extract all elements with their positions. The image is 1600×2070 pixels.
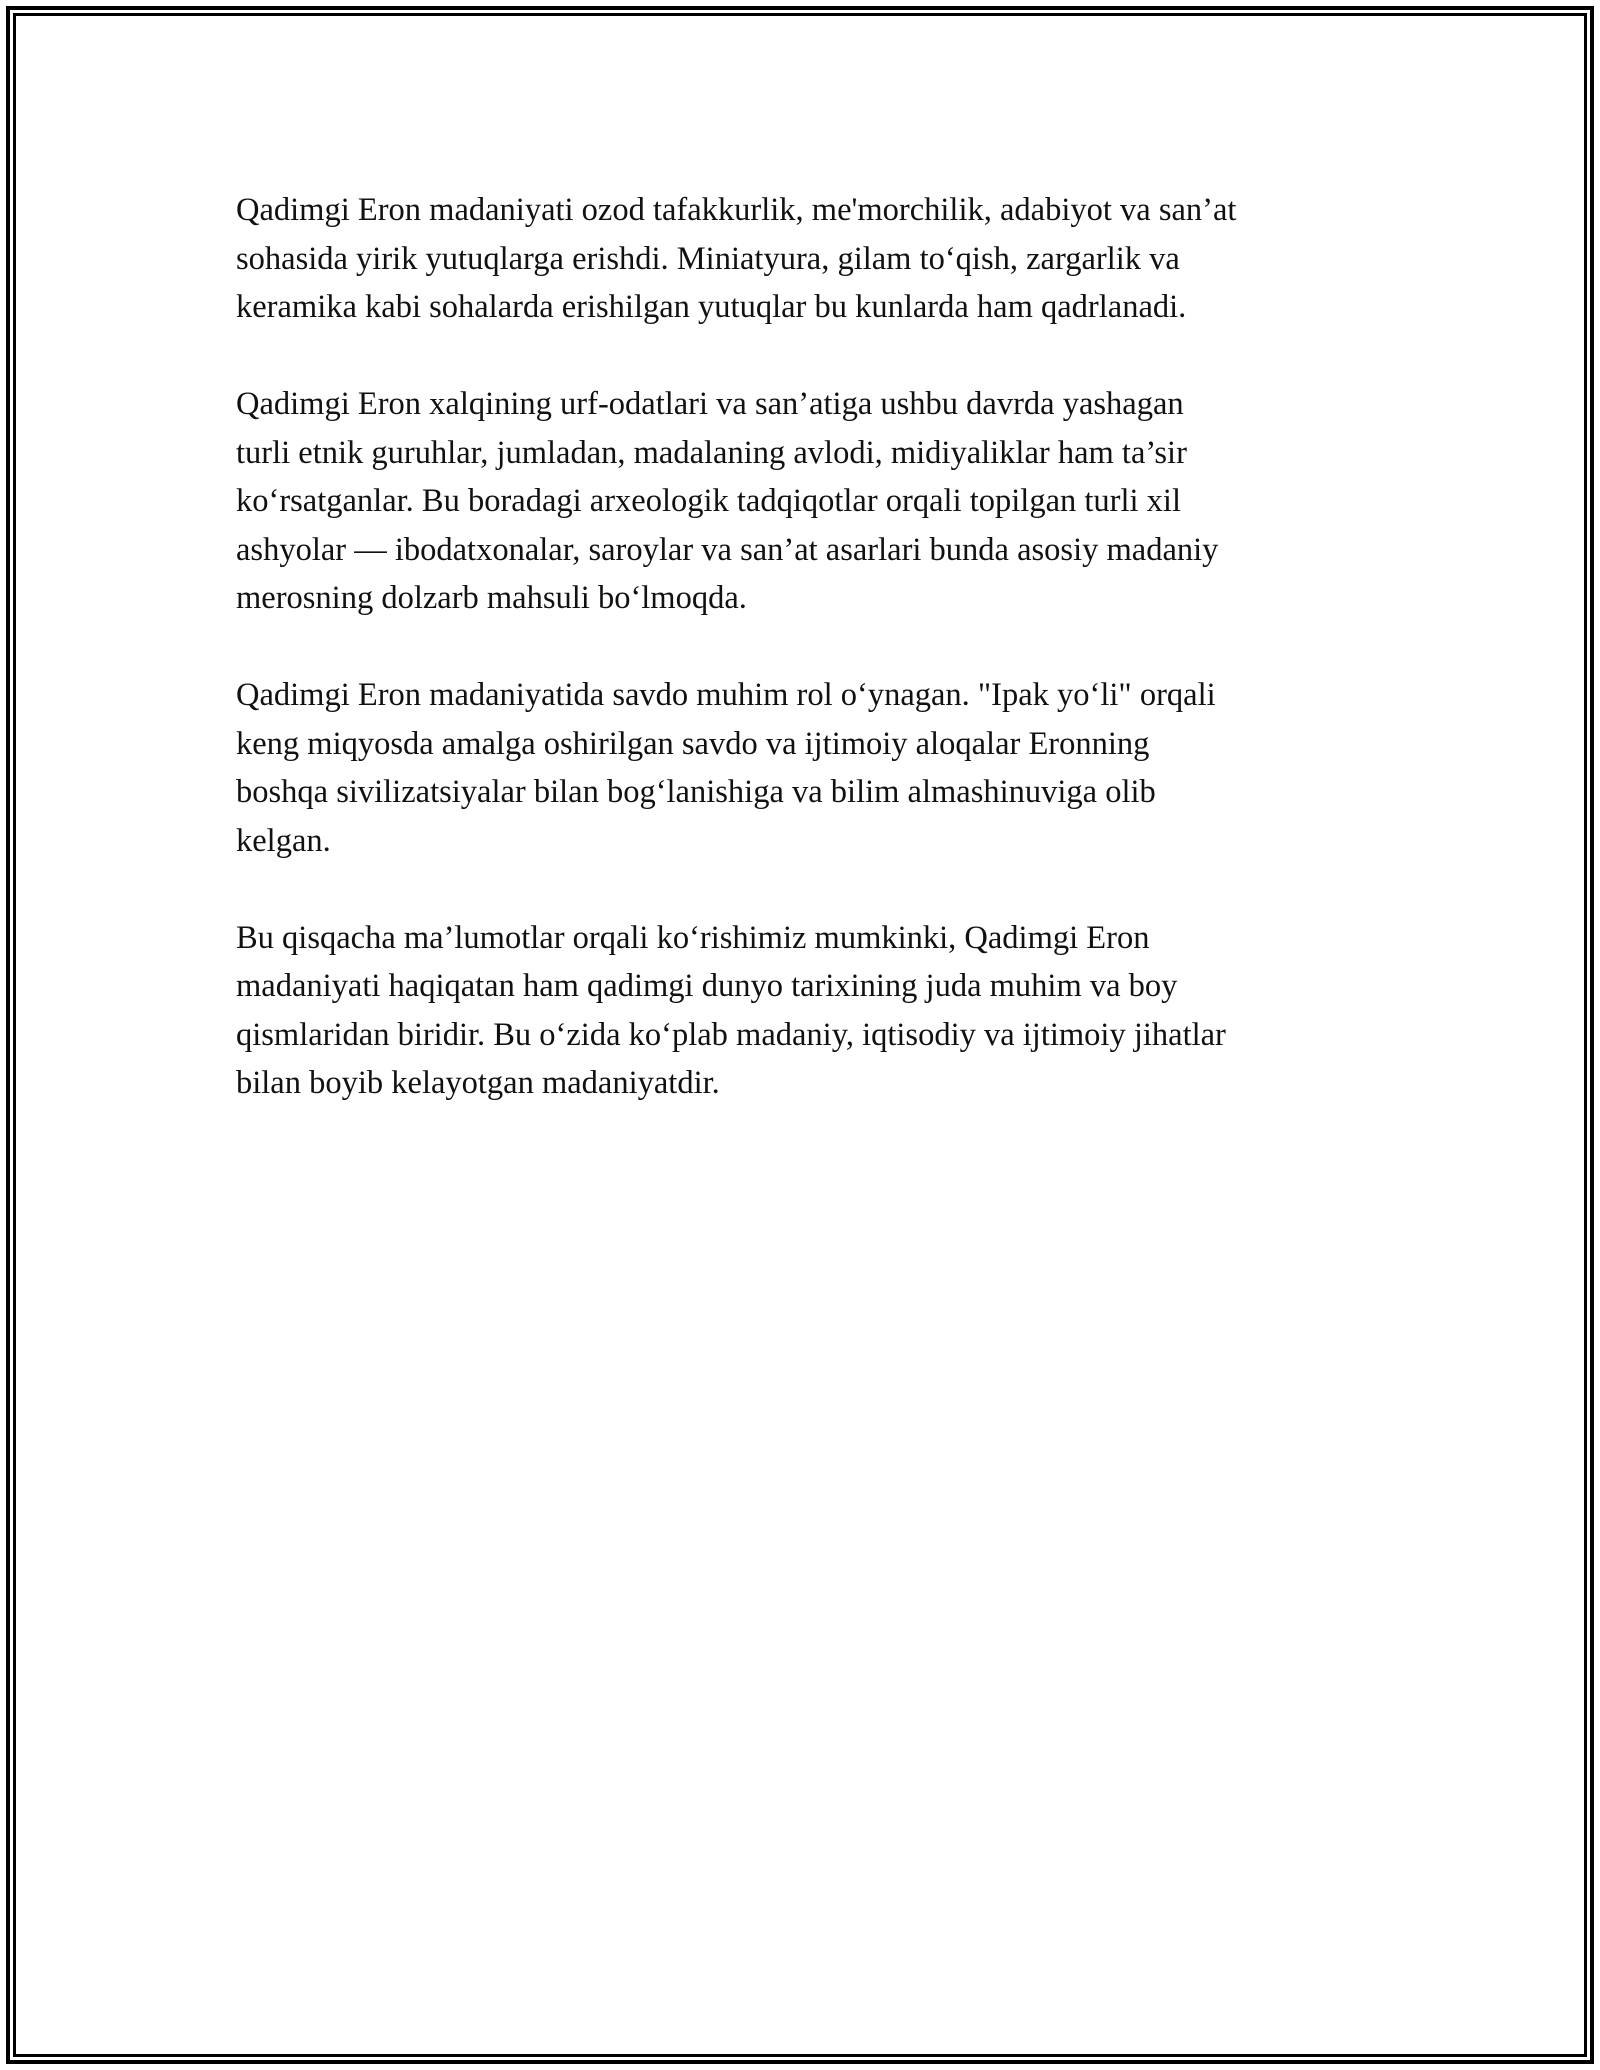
document-body [236, 186, 1376, 1156]
paragraph-2: Qadimgi Eron xalqining urf-odatlari va san’atiga ushbu davrda yashagan turli etnik guruhlar, jumladan, madalaning avlodi, midiyaliklar ham ta’sir ko‘rsatganlar. Bu boradagi arxeologik tadqiqotlar orqali topilgan turli xil ashyolar — ibodatxonalar, saroylar va san’at asarlari bunda asosiy madaniy merosning dolzarb mahsuli bo‘lmoqda. [236, 386, 1219, 616]
paragraph-3: Qadimgi Eron madaniyatida savdo muhim rol o‘ynagan. "Ipak yo‘li" orqali keng miqyosda amalga oshirilgan savdo va ijtimoiy aloqalar Eronning boshqa sivilizatsiyalar bilan bog‘lanishiga va bilim almashinuviga olib kelgan. [236, 677, 1216, 859]
paragraph-1: Qadimgi Eron madaniyati ozod tafakkurlik, me'morchilik, adabiyot va san’at sohasida yirik yutuqlarga erishdi. Miniatyura, gilam to‘qish, zargarlik va keramika kabi sohalarda erishilgan yutuqlar bu kunlarda ham qadrlanadi. [236, 192, 1237, 325]
paragraph-4: Bu qisqacha ma’lumotlar orqali ko‘rishimiz mumkinki, Qadimgi Eron madaniyati haqiqatan ham qadimgi dunyo tarixining juda muhim va boy qismlaridan biridir. Bu o‘zida ko‘plab madaniy, iqtisodiy va ijtimoiy jihatlar bilan boyib kelayotgan madaniyatdir. [236, 919, 1226, 1101]
